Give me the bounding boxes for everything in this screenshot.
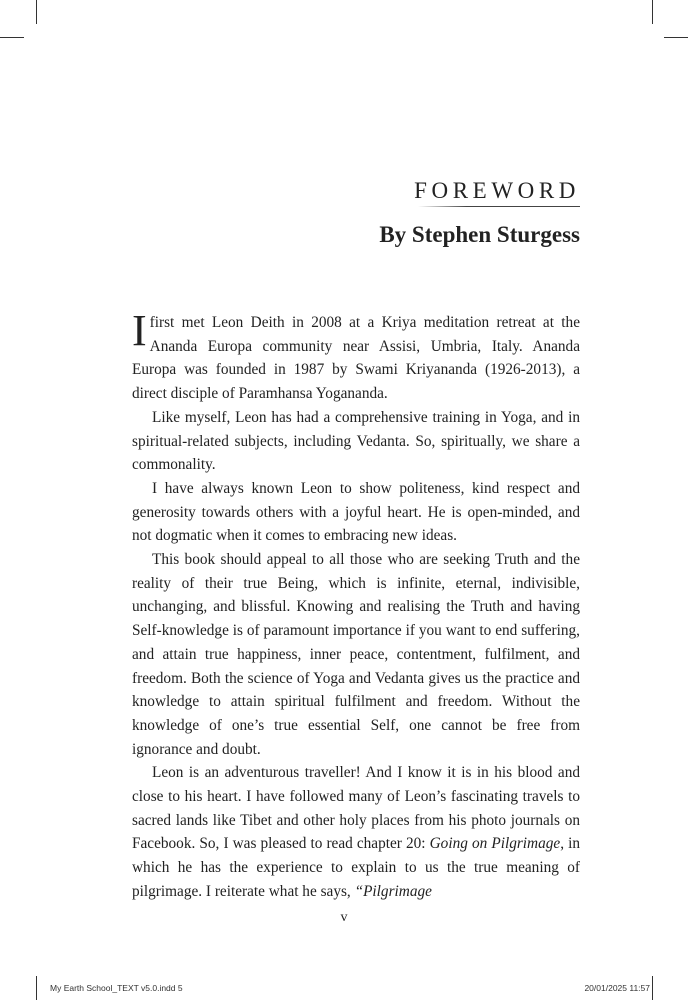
chapter-title: FOREWORD bbox=[414, 178, 580, 203]
paragraph-5 bbox=[132, 761, 580, 903]
drop-cap: I bbox=[132, 306, 147, 355]
paragraph-4: This book should appeal to all those who are seeking Truth and the reality of their true Being, which is infinite, eternal, indivisible, unchanging, and blissful. Knowing and realising the Truth and having Self-knowledge is of paramount importance if you want to end suffering, and attain true happiness, inner peace, contentment, fulfilment, and freedom. Both the science of Yoga and Vedanta gives us the practice and knowledge to attain spiritual fulfilment and freedom. Without the knowledge of one’s true essential Self, one cannot be free from ignorance and doubt. bbox=[132, 551, 580, 758]
crop-mark-left-top bbox=[0, 37, 24, 38]
title-underline bbox=[418, 206, 580, 207]
author-byline: By Stephen Sturgess bbox=[379, 222, 580, 247]
paragraph-1 bbox=[132, 306, 580, 406]
paragraph-2: Like myself, Leon has had a comprehensive training in Yoga, and in spiritual-related subjects, including Vedanta. So, spiritually, we share a commonality. bbox=[132, 408, 580, 474]
quote-start: “Pilgrimage bbox=[354, 882, 432, 900]
chapter-reference: Going on Pilgrimage bbox=[429, 835, 561, 853]
crop-mark-right-top bbox=[664, 37, 688, 38]
crop-mark-bottom-right bbox=[652, 976, 653, 1000]
paragraph-5-text-b: , in which he has the experience to explain to us the true meaning of pilgrimage. I reiterate what he says, bbox=[132, 835, 580, 900]
crop-mark-top-left bbox=[36, 0, 37, 24]
crop-mark-top-right bbox=[652, 0, 653, 24]
paragraph-3: I have always known Leon to show politeness, kind respect and generosity towards others with a joyful heart. He is open-minded, and not dogmatic when it comes to embracing new ideas. bbox=[132, 479, 580, 545]
paragraph-1-text: first met Leon Deith in 2008 at a Kriya meditation retreat at the Ananda Europa community near Assisi, Umbria, Italy. Ananda Europa was founded in 1987 by Swami Kriyananda (1926-2013), a direct disciple of Paramhansa Yogananda. bbox=[132, 314, 580, 403]
slug-date-time: 20/01/2025 11:57 bbox=[584, 983, 650, 993]
body-text bbox=[132, 306, 580, 904]
paragraph-5-text-a: Leon is an adventurous traveller! And I know it is in his blood and close to his heart. I have followed many of Leon’s fascinating travels to sacred lands like Tibet and other holy places from his photo journals on Facebook. So, I was pleased to read chapter 20: bbox=[132, 764, 580, 853]
crop-mark-bottom-left bbox=[36, 976, 37, 1000]
page-number: v bbox=[340, 910, 348, 925]
slug-file-info: My Earth School_TEXT v5.0.indd 5 bbox=[50, 983, 183, 993]
